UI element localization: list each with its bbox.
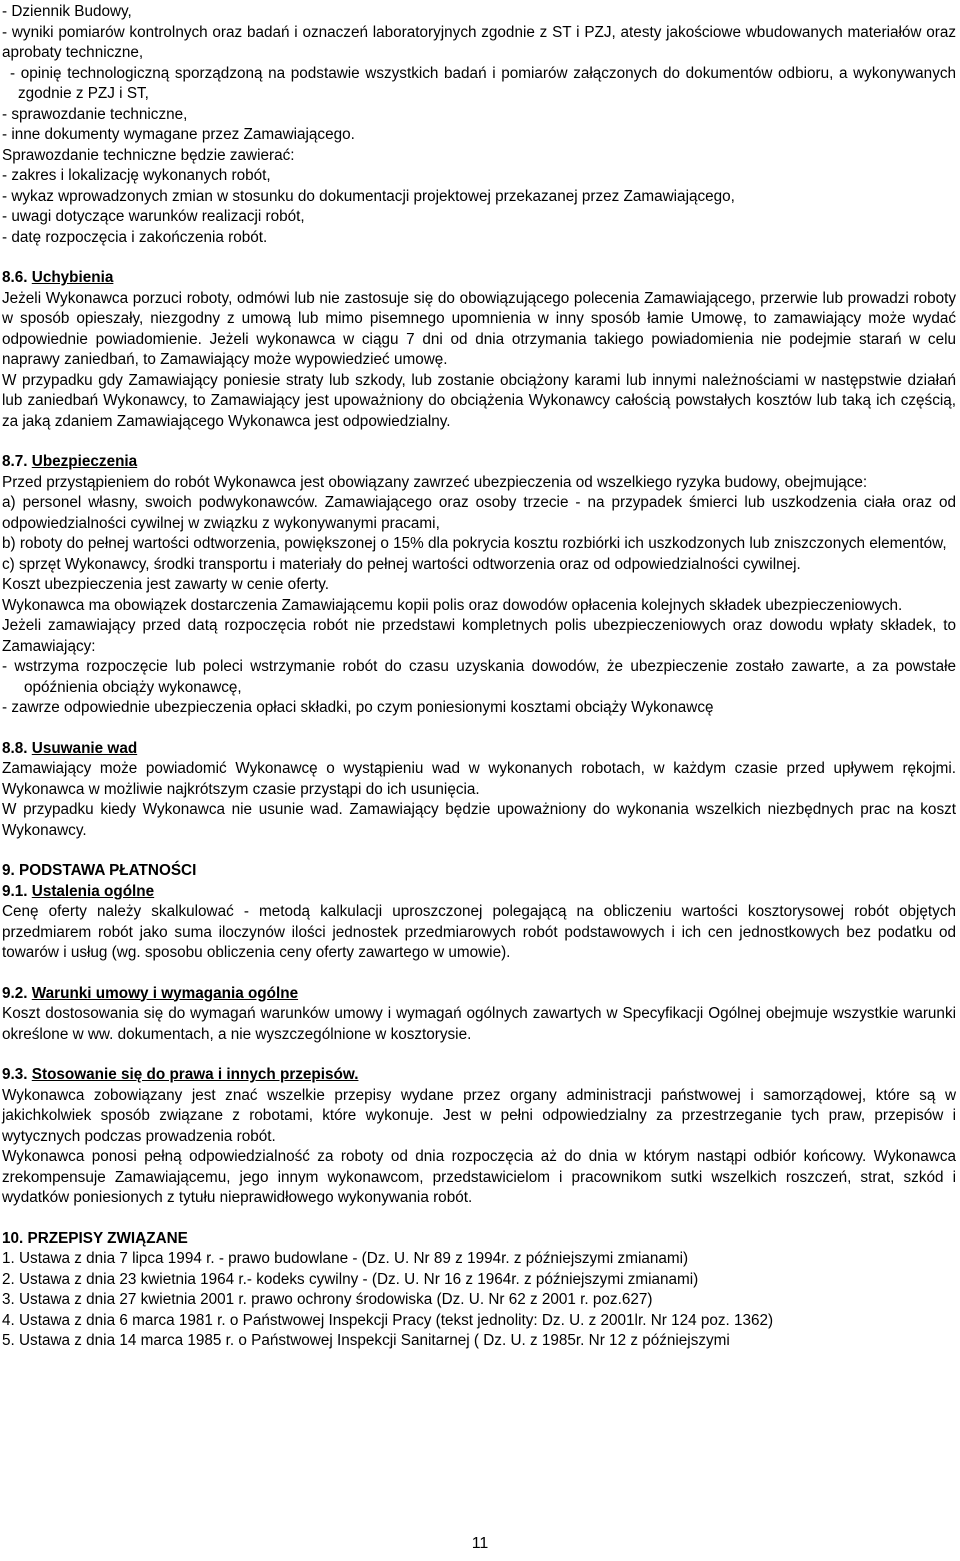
section-heading-9-2: [2, 984, 956, 1005]
list-item: - wstrzyma rozpoczęcie lub poleci wstrzymanie robót do czasu uzyskania dowodów, że ubezpieczenie zostało zawarte, a za powstałe opóźnienia obciąży wykonawcę,: [2, 658, 956, 696]
report-contents-list: [2, 166, 956, 248]
section-heading-8-6: [2, 268, 956, 289]
list-item: 2. Ustawa z dnia 23 kwietnia 1964 r.- kodeks cywilny - (Dz. U. Nr 16 z 1964r. z późniejszymi zmianami): [2, 1270, 699, 1288]
section-heading-8-7: [2, 452, 956, 473]
list-item: - uwagi dotyczące warunków realizacji robót,: [2, 208, 305, 225]
paragraph: Jeżeli zamawiający przed datą rozpoczęcia robót nie przedstawi kompletnych polis ubezpieczeniowych oraz dowodu wpłaty składek, to Zamawiający:: [2, 617, 956, 655]
list-item: c) sprzęt Wykonawcy, środki transportu i materiały do pełnej wartości odtworzenia oraz od odpowiedzialności cywilnej.: [2, 555, 801, 573]
list-item: - inne dokumenty wymagane przez Zamawiającego.: [2, 126, 355, 143]
list-item: - wykaz wprowadzonych zmian w stosunku do dokumentacji projektowej przekazanej przez Zamawiającego,: [2, 187, 735, 205]
paragraph: Przed przystąpieniem do robót Wykonawca jest obowiązany zawrzeć ubezpieczenia od wszelkiego ryzyka budowy, obejmujące:: [2, 473, 868, 491]
list-item: a) personel własny, swoich podwykonawców. Zamawiającego oraz osoby trzecie - na przypadek śmierci lub uszkodzenia ciała oraz od odpowiedzialności cywilnej w związku z wykonywanymi pracami,: [2, 494, 956, 532]
paragraph: Koszt ubezpieczenia jest zawarty w cenie oferty.: [2, 576, 330, 593]
list-item: 1. Ustawa z dnia 7 lipca 1994 r. - prawo budowlane - (Dz. U. Nr 89 z 1994r. z późniejszymi zmianami): [2, 1250, 689, 1267]
section-heading-9-3: [2, 1065, 956, 1086]
section-number: 9.1.: [2, 882, 28, 900]
section-title: Usuwanie wad: [31, 739, 138, 757]
list-item: b) roboty do pełnej wartości odtworzenia, powiększonej o 15% dla pokrycia kosztu rozbiórki ich uszkodzonych lub zniszczonych elementów,: [2, 535, 947, 552]
section-title: Uchybienia: [31, 269, 114, 286]
documents-list: [2, 2, 956, 146]
list-item: 5. Ustawa z dnia 14 marca 1985 r. o Państwowej Inspekcji Sanitarnej ( Dz. U. z 1985r. Nr 12 z późniejszymi: [2, 1332, 730, 1349]
paragraph: W przypadku kiedy Wykonawca nie usunie wad. Zamawiający będzie upoważniony do wykonania wszelkich niezbędnych prac na koszt Wykonawcy.: [2, 801, 956, 839]
section-number: 8.8.: [2, 739, 28, 757]
section-heading-9-1: [2, 882, 956, 903]
section-heading-8-8: [2, 739, 956, 760]
paragraph: Cenę oferty należy skalkulować - metodą kalkulacji uproszczonej polegającą na obliczeniu wartości kosztorysowej robót objętych przedmiarem robót jako suma iloczynów ilości jednostek przedmiarowych robót podstawowych i ich cen jednostkowych bez podatku od towarów i usług (wg. sposobu obliczenia ceny oferty zawartego w umowie).: [2, 903, 956, 961]
paragraph: Zamawiający może powiadomić Wykonawcę o wystąpieniu wad w wykonanych robotach, w każdym czasie przed upływem rękojmi. Wykonawca w możliwie najkrótszym czasie przystąpi do ich usunięcia.: [2, 760, 956, 798]
document-page: [2, 2, 956, 1352]
section-title: Stosowanie się do prawa i innych przepisów.: [31, 1066, 359, 1083]
section-title: Warunki umowy i wymagania ogólne: [31, 984, 299, 1002]
section-heading-10: 10. PRZEPISY ZWIĄZANE: [2, 1229, 188, 1247]
list-item: 3. Ustawa z dnia 27 kwietnia 2001 r. prawo ochrony środowiska (Dz. U. Nr 62 z 2001 r. poz.627): [2, 1291, 653, 1308]
list-item: - zakres i lokalizację wykonanych robót,: [2, 167, 271, 184]
section-number: 9.3.: [2, 1066, 28, 1083]
list-item: - opinię technologiczną sporządzoną na podstawie wszystkich badań i pomiarów załączonych do dokumentów odbioru, a wykonywanych zgodnie z PZJ i ST,: [10, 64, 956, 102]
list-item: - zawrze odpowiednie ubezpieczenia opłaci składki, po czym poniesionymi kosztami obciąży Wykonawcę: [2, 699, 714, 716]
paragraph: Koszt dostosowania się do wymagań warunków umowy i wymagań ogólnych zawartych w Specyfikacji Ogólnej obejmuje wszystkie warunki określone w ww. dokumentach, a nie wyszczególnione w kosztorysie.: [2, 1005, 956, 1043]
report-intro: Sprawozdanie techniczne będzie zawierać:: [2, 146, 295, 164]
section-number: 9.2.: [2, 984, 28, 1002]
section-heading-9: 9. PODSTAWA PŁATNOŚCI: [2, 862, 197, 879]
section-title: Ubezpieczenia: [31, 453, 138, 470]
regulations-list: [2, 1249, 956, 1352]
list-item: - Dziennik Budowy,: [2, 3, 132, 20]
section-title: Ustalenia ogólne: [31, 882, 155, 900]
paragraph: Wykonawca zobowiązany jest znać wszelkie przepisy wydane przez organy administracji państwowej i samorządowej, które są w jakichkolwiek sposób związane z robotami, które wykonuje. Jest w pełni odpowiedzialny za przestrzeganie tych praw, przepisów i wytycznych podczas prowadzenia robót.: [2, 1086, 956, 1145]
paragraph: W przypadku gdy Zamawiający poniesie straty lub szkody, lub zostanie obciążony karami lub innymi należnościami w następstwie działań lub zaniedbań Wykonawcy, to Zamawiający jest upoważniony do obciążenia Wykonawcy całością powstałych kosztów lub taką ich częścią, za jaką zdaniem Zamawiającego Wykonawca jest odpowiedzialny.: [2, 371, 956, 430]
list-item: - datę rozpoczęcia i zakończenia robót.: [2, 228, 268, 246]
list-item: 4. Ustawa z dnia 6 marca 1981 r. o Państwowej Inspekcji Pracy (tekst jednolity: Dz. U. z 2001lr. Nr 124 poz. 1362): [2, 1311, 774, 1329]
section-number: 8.7.: [2, 453, 28, 470]
section-number: 8.6.: [2, 269, 28, 286]
paragraph: Jeżeli Wykonawca porzuci roboty, odmówi lub nie zastosuje się do obowiązującego polecenia Zamawiającego, przerwie lub prowadzi roboty w sposób opieszały, niezgodny z umową lub mimo pisemnego upomnienia w inny sposób łamie Umowę, to zamawiający może wydać odpowiednie powiadomienie. Jeżeli wykonawca w ciągu 7 dni od dnia otrzymania takiego powiadomienia nie podejmie starań w celu naprawy zaniedbań, to Zamawiający może wypowiedzieć umowę.: [2, 289, 956, 368]
page-number: 11: [471, 1535, 489, 1552]
paragraph: Wykonawca ma obowiązek dostarczenia Zamawiającemu kopii polis oraz dowodów opłacenia kolejnych składek ubezpieczeniowych.: [2, 596, 903, 614]
list-item: - sprawozdanie techniczne,: [2, 105, 188, 123]
paragraph: Wykonawca ponosi pełną odpowiedzialność za roboty od dnia rozpoczęcia aż do dnia w którym nastąpi odbiór końcowy. Wykonawca zrekompensuje Zamawiającemu, jego innym wykonawcom, przedstawicielom i pracownikom sutki wszelkich roszczeń, strat, szkód i wydatków poniesionych z tytułu nieprawidłowego wykonywania robót.: [2, 1148, 956, 1206]
list-item: - wyniki pomiarów kontrolnych oraz badań i oznaczeń laboratoryjnych zgodnie z ST i PZJ, atesty jakościowe wbudowanych materiałów oraz aprobaty techniczne,: [2, 23, 956, 61]
